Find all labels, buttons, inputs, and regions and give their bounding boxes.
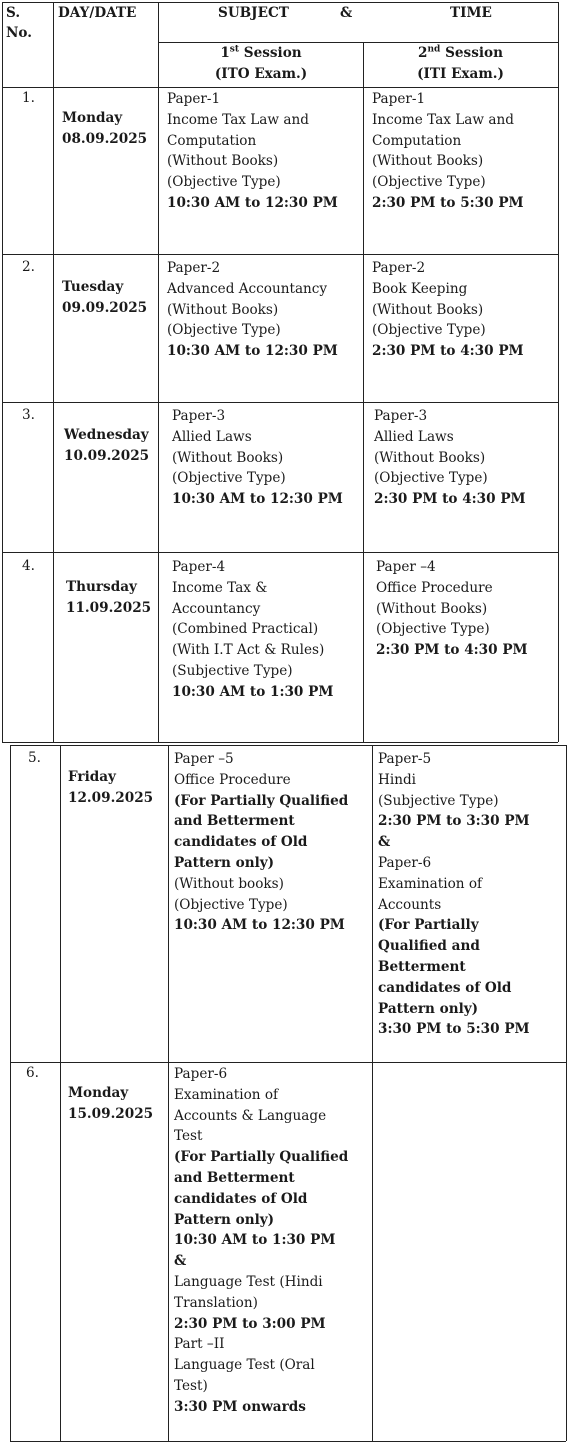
table-right-border [558,2,559,742]
detail-line: (Objective Type) [372,322,486,339]
detail-line-bold: candidates of Old [174,1190,308,1207]
detail-line: Translation) [174,1294,258,1311]
lower-table-bottom [10,1441,566,1442]
detail-line-bold: (For Partially Qualified [174,792,349,809]
detail-line-bold: 10:30 AM to 12:30 PM [167,343,338,360]
detail-line: (Without books) [174,875,284,892]
session-2-details [372,89,524,214]
detail-line: Paper –5 [174,751,234,767]
upper-table-bottom [2,742,558,743]
row-day: Monday [62,110,123,126]
header-session-2: 2nd Session (ITI Exam.) [417,44,504,82]
session-1-details [172,406,343,510]
detail-line: (Without Books) [372,301,484,318]
session-1-details [174,749,348,936]
lower-left-border [10,745,11,1441]
row-date: 12.09.2025 [68,789,154,806]
detail-line-bold: Pattern only) [174,854,275,871]
detail-line: (Objective Type) [376,621,490,638]
detail-line-bold: 3:30 PM onwards [174,1398,306,1415]
row-date: 10.09.2025 [64,447,150,464]
row-day-date [68,1083,153,1125]
row-day-date [62,108,147,150]
detail-line: (Without Books) [372,153,484,170]
session-1-details [172,557,333,703]
row-divider-2 [2,402,558,403]
detail-line: Language Test (Hindi [174,1273,323,1290]
detail-line: (Objective Type) [167,322,281,339]
col-divider-2 [158,2,159,742]
detail-line-bold: Betterment [378,958,466,975]
detail-line-bold: 10:30 AM to 12:30 PM [167,194,338,211]
row-date: 11.09.2025 [66,599,152,616]
detail-line-bold: 2:30 PM to 4:30 PM [374,491,526,508]
detail-line: (Without Books) [167,301,279,318]
detail-line-bold: Pattern only) [174,1211,275,1228]
detail-line: Advanced Accountancy [167,280,328,297]
lower-right-border [566,745,567,1441]
session-2-details [372,258,524,362]
detail-line: Accountancy [172,600,261,617]
detail-line: Paper-1 [372,91,426,107]
detail-line: (Subjective Type) [172,662,293,679]
row-day: Thursday [66,579,137,595]
detail-line-bold: Qualified and [378,938,480,955]
detail-line-bold: 10:30 AM to 12:30 PM [174,917,345,934]
row-serial-number: 6. [26,1065,39,1081]
detail-line: (Objective Type) [372,174,486,191]
detail-line: (Combined Practical) [172,621,319,638]
session-2-details [374,406,526,510]
session-1-details [167,258,338,362]
detail-line: Paper-3 [374,408,428,424]
detail-line: (Without Books) [172,449,284,466]
detail-line: Allied Laws [374,428,454,445]
row-serial-number: 4. [22,558,35,574]
detail-line: Paper-2 [167,260,221,276]
detail-line-bold: and Betterment [174,813,295,830]
row-date: 09.09.2025 [62,299,148,316]
detail-line-bold: 10:30 AM to 12:30 PM [172,491,343,508]
session-2-details [378,749,530,1040]
row-day: Tuesday [62,279,124,295]
session-2-details [376,557,528,661]
detail-line-bold: (For Partially [378,917,479,934]
detail-line: (Objective Type) [167,174,281,191]
row-divider-3 [2,552,558,553]
detail-line: Test) [174,1377,208,1394]
detail-line: Paper-1 [167,91,221,107]
detail-line-bold: Pattern only) [378,1000,479,1017]
detail-line: (Objective Type) [374,470,488,487]
detail-line: Paper-4 [172,559,226,575]
row-day: Wednesday [64,427,149,443]
detail-line: Paper-2 [372,260,426,276]
detail-line: Computation [372,132,462,149]
header-time: TIME [450,5,492,21]
row-serial-number: 1. [22,90,35,106]
detail-line: Paper-6 [174,1066,228,1082]
detail-line-bold: 3:30 PM to 5:30 PM [378,1021,530,1038]
row-day-date [66,577,151,619]
detail-line: Computation [167,132,257,149]
detail-line: Paper –4 [376,559,436,575]
session-1-details [167,89,338,214]
detail-line: (Without Books) [167,153,279,170]
detail-line: (Subjective Type) [378,792,499,809]
detail-line: Paper-3 [172,408,226,424]
header-sno: S. No. [6,5,32,41]
session-1-details [174,1064,348,1418]
lower-col-divider-3 [372,745,373,1441]
detail-line-bold: 2:30 PM to 4:30 PM [372,343,524,360]
detail-line: (Objective Type) [172,470,286,487]
detail-line-bold: 2:30 PM to 3:00 PM [174,1315,326,1332]
detail-line-bold: and Betterment [174,1169,295,1186]
header-ampersand: & [340,5,353,21]
lower-table-top [10,745,566,746]
row-serial-number: 3. [22,407,35,423]
detail-line: Accounts & Language [174,1107,327,1124]
detail-line: Income Tax Law and [372,111,514,128]
detail-line: Paper-6 [378,854,432,871]
detail-line-bold: 10:30 AM to 1:30 PM [172,683,334,700]
detail-line-bold: 2:30 PM to 3:30 PM [378,813,530,830]
detail-line: Test [174,1128,203,1145]
detail-line-bold: candidates of Old [174,834,308,851]
detail-line: (Objective Type) [174,896,288,913]
row-day: Friday [68,769,116,785]
header-session-1: 1st Session (ITO Exam.) [214,44,308,82]
detail-line: Hindi [378,771,417,788]
detail-line: Allied Laws [172,428,252,445]
detail-line: Income Tax Law and [167,111,309,128]
row-day-date [64,425,149,467]
detail-line: Office Procedure [174,771,291,788]
row-serial-number: 2. [22,259,35,275]
detail-line: Part –II [174,1336,225,1353]
row-divider-5 [10,1062,566,1063]
row-divider-1 [2,254,558,255]
row-serial-number: 5. [28,750,41,766]
detail-line-bold: & [378,834,391,851]
detail-line-bold: 2:30 PM to 5:30 PM [372,194,524,211]
detail-line: Income Tax & [172,579,268,596]
detail-line: Paper-5 [378,751,432,767]
detail-line-bold: 10:30 AM to 1:30 PM [174,1232,336,1249]
header-bottom-border [2,87,558,88]
lower-col-divider-2 [168,745,169,1441]
detail-line-bold: candidates of Old [378,979,512,996]
detail-line: (Without Books) [376,600,488,617]
detail-line-bold: 2:30 PM to 4:30 PM [376,642,528,659]
row-date: 08.09.2025 [62,130,148,147]
header-day-date: DAY/DATE [58,5,137,21]
detail-line: Examination of [378,875,483,892]
detail-line: Book Keeping [372,280,468,297]
row-day-date [68,767,153,809]
detail-line-bold: (For Partially Qualified [174,1149,349,1166]
detail-line-bold: & [174,1253,187,1270]
detail-line: Office Procedure [376,579,493,596]
detail-line: (With I.T Act & Rules) [172,642,325,659]
detail-line: (Without Books) [374,449,486,466]
col-divider-3 [363,42,364,742]
row-day-date [62,277,147,319]
row-day: Monday [68,1085,129,1101]
detail-line: Language Test (Oral [174,1357,315,1374]
table-left-border [2,2,3,742]
header-subject: SUBJECT [218,5,289,21]
col-divider-1 [53,2,54,742]
lower-col-divider-1 [60,745,61,1441]
detail-line: Accounts [378,896,442,913]
row-date: 15.09.2025 [68,1105,154,1122]
detail-line: Examination of [174,1086,279,1103]
